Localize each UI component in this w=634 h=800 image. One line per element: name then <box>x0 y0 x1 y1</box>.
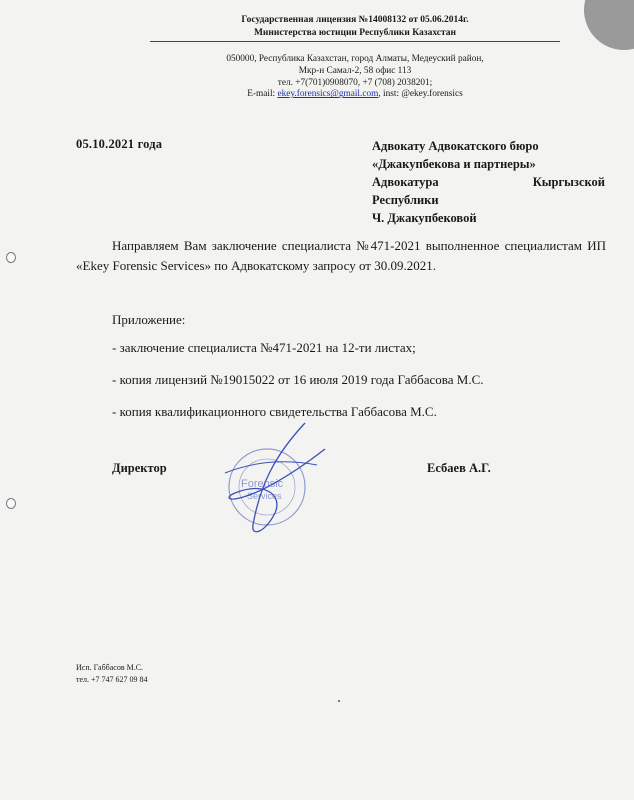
company-stamp-signature <box>205 415 335 555</box>
letter-date: 05.10.2021 года <box>76 137 163 151</box>
attachment-item: - копия квалификационного свидетельства Габбасова М.С. <box>112 404 437 419</box>
director-title: Директор <box>112 461 167 475</box>
email-label: E-mail: <box>247 89 278 100</box>
stamp-text-forensic: Forensic <box>241 478 284 490</box>
binder-hole <box>6 252 16 263</box>
director-name: Есбаев А.Г. <box>427 461 491 475</box>
addressee-line-3 <box>372 173 605 191</box>
addressee-line-3a: Адвокатура <box>372 175 439 189</box>
letterhead-address <box>150 54 560 101</box>
binder-hole <box>6 498 16 509</box>
footer-contact <box>76 662 148 686</box>
body-paragraph: Направляем Вам заключение специалиста №471-2021 выполненное специалистам ИП «Ekey Forensic Services» по Адвокатскому запросу от 30.09.2021. <box>76 238 606 273</box>
addressee-line-3b: Кыргызской <box>532 175 605 189</box>
addressee-line-4: Республики <box>372 193 439 207</box>
ministry-line: Министерства юстиции Республики Казахстан <box>253 28 457 38</box>
page-corner-shadow <box>584 0 634 50</box>
license-line: Государственная лицензия №14008132 от 05.06.2014г. <box>241 15 469 25</box>
attachment-title: Приложение: <box>112 312 186 327</box>
scan-speck <box>338 700 340 702</box>
address-line-2: Мкр-н Самал-2, 58 офис 113 <box>298 65 412 76</box>
address-email-line <box>150 89 560 101</box>
attachment-item: - копия лицензий №19015022 от 16 июля 2019 года Габбасова М.С. <box>112 372 484 387</box>
addressee-line-5: Ч. Джакупбековой <box>372 211 477 225</box>
header-divider <box>150 41 560 42</box>
executor-line: Исп. Габбасов М.С. <box>76 663 144 672</box>
executor-phone: тел. +7 747 627 09 84 <box>76 675 148 684</box>
address-phone-line: тел. +7(701)0908070, +7 (708) 2038201; <box>277 77 433 88</box>
email-link[interactable]: ekey.forensics@gmail.com <box>277 89 379 100</box>
stamp-text-services: Services <box>247 491 282 501</box>
addressee-line-1: Адвокату Адвокатского бюро <box>372 139 539 153</box>
instagram-handle: , inst: @ekey.forensics <box>378 89 463 100</box>
addressee-line-2: «Джакупбекова и партнеры» <box>372 157 536 171</box>
addressee-block <box>372 137 605 227</box>
address-line-1: 050000, Республика Казахстан, город Алматы, Медеуский район, <box>226 54 484 64</box>
attachment-item: - заключение специалиста №471-2021 на 12-ти листах; <box>112 340 416 355</box>
